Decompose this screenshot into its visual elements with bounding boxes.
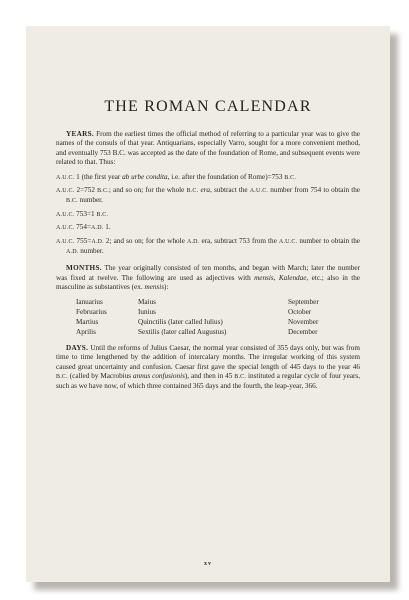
months-heading: MONTHS. (66, 264, 102, 273)
month-name: Iunius (138, 307, 156, 316)
days-heading: DAYS. (66, 343, 89, 352)
years-text: From the earliest times the official method of referring to a particular year was to give the names of the consuls of that year. Antiquarians, especially Varro, sought for a more convenient method, and eventually 753 B.C. was accepted as the date of the foundation of Rome, and subsequent events were related to that. Thus: (56, 130, 360, 167)
month-name: Aprilis (76, 327, 96, 336)
month-name: Februarius (76, 307, 107, 316)
years-heading: YEARS. (66, 130, 94, 138)
book-page (26, 26, 390, 582)
page-title: THE ROMAN CALENDAR (104, 98, 312, 115)
month-name: December (288, 327, 318, 336)
days-paragraph: DAYS. Until the reforms of Julius Caesar, the normal year consisted of 355 days only, but was from time to time lengthened by the addition of intercalary months. The irregular working of this system caused great uncertainty and confusion. Caesar first gave the special length of 445 days to the year 46 B.C. (called by Macrobius annus confusionis), and then in 45 B.C. instituted a regular cycle of four years, such as we have now, of which three contained 365 days and the fourth, the leap-year, 366. (56, 343, 360, 391)
month-name: Sextilis (later called Augustus) (138, 327, 227, 336)
auc-entry: A.U.C. 753=1 B.C. (56, 209, 109, 218)
month-name: November (288, 317, 319, 326)
auc-entry: A.U.C. 754=A.D. 1. (56, 223, 111, 232)
month-name: Martius (76, 317, 99, 326)
auc-entry: A.U.C. 755=A.D. 2; and so on; for the whole A.D. era, subtract 753 from the A.U.C. number to obtain the A.D. number. (56, 236, 361, 256)
auc-entries (56, 173, 360, 258)
month-name: September (288, 297, 319, 306)
month-name: Maius (138, 297, 156, 306)
month-name: Quinctilis (later called Iulius) (138, 317, 223, 326)
auc-entry: A.U.C. 2=752 B.C.; and so on; for the whole B.C. era, subtract the A.U.C. number from 754 to obtain the B.C. number. (56, 186, 360, 205)
months-table (76, 298, 360, 337)
months-paragraph: MONTHS. The year originally consisted of ten months, and began with March; later the number was fixed at twelve. The following are used as adjectives with mensis, Kalendae, etc.; also in the masculine as substantives (ex. mensis): (56, 264, 361, 292)
month-name: Ianuarius (76, 297, 103, 306)
page-number: xv (204, 561, 212, 567)
month-name: October (288, 307, 312, 316)
auc-entry: A.U.C. 1 (the first year ab urbe condita, i.e. after the foundation of Rome)=753 B.C. (56, 172, 297, 181)
years-paragraph (56, 130, 360, 168)
